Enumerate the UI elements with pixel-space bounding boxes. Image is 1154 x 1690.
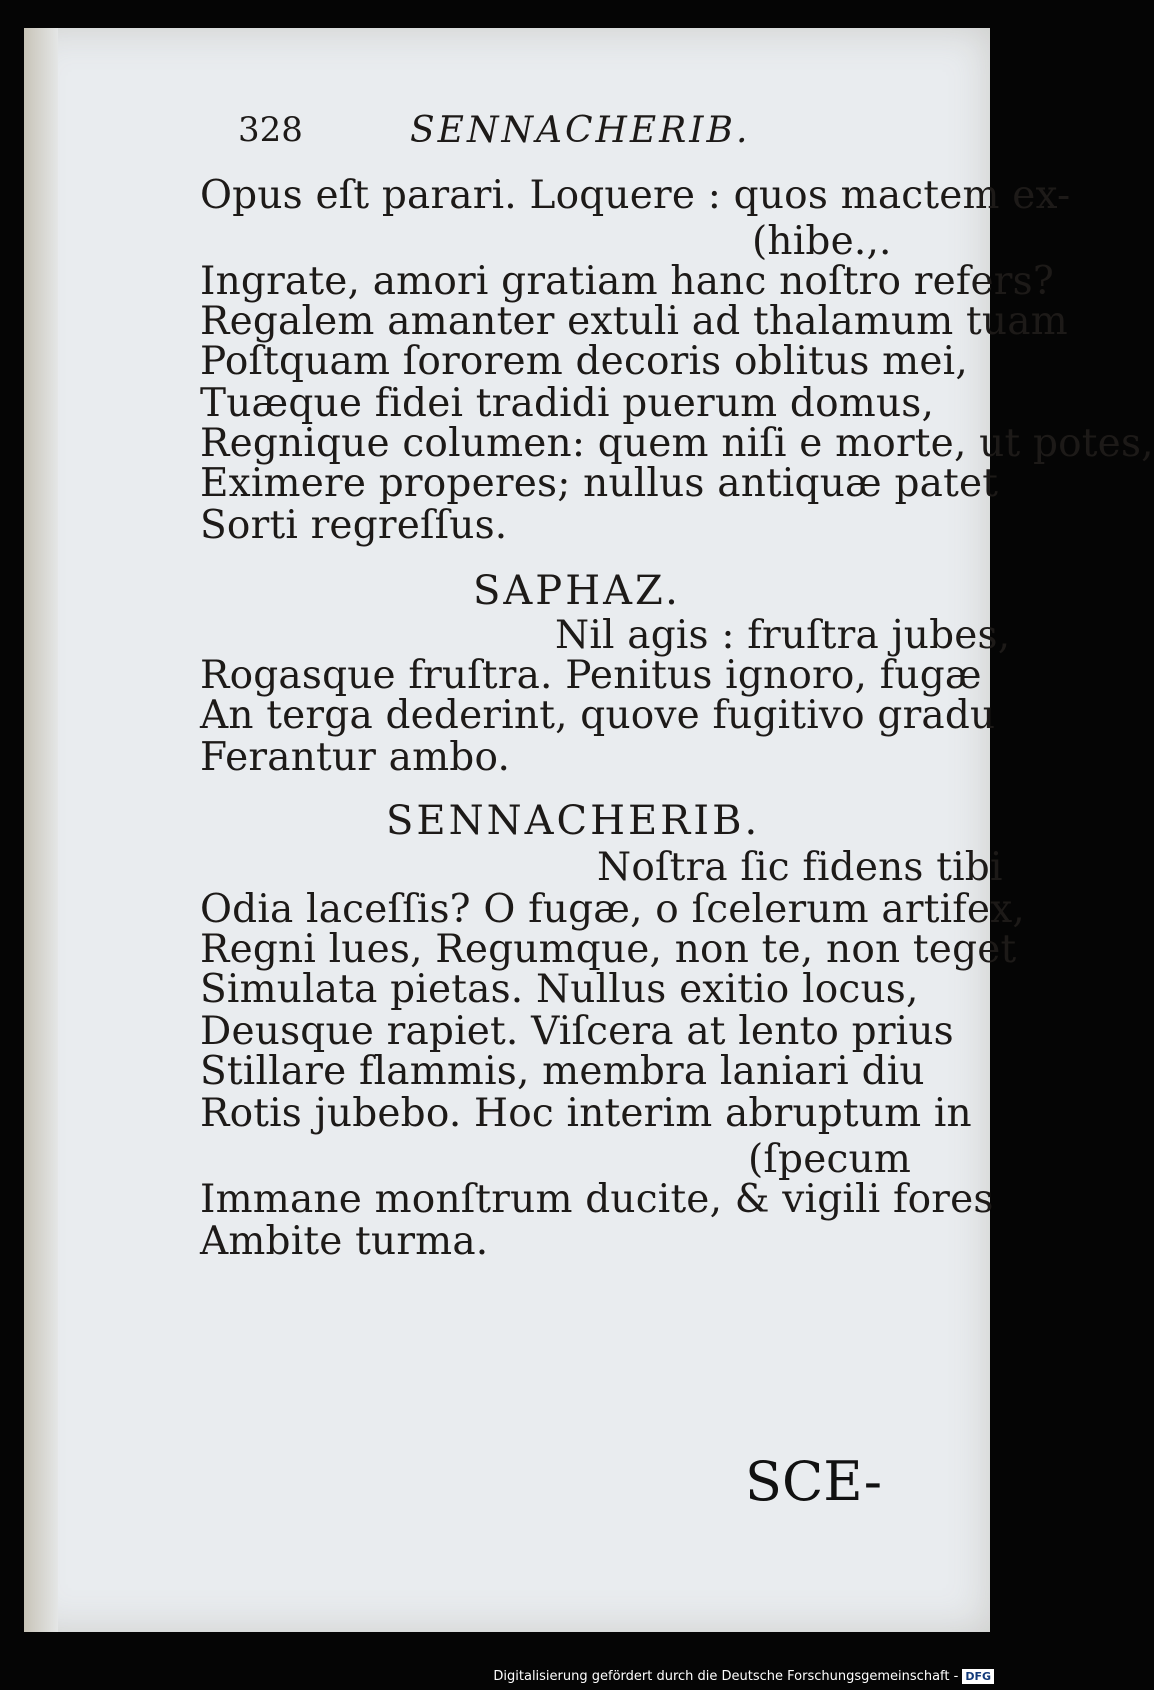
verse-line: Eximere properes; nullus antiquæ patet [200,461,999,506]
verse-line: Opus eſt parari. Loquere : quos mactem ex- [200,173,1071,218]
page-number: 328 [238,110,303,150]
page-gutter [24,28,58,1632]
verse-line: Rogasque fruſtra. Penitus ignoro, fugæ [200,653,982,698]
verse-line: An terga dederint, quove fugitivo gradu [200,693,996,738]
verse-line: Simulata pietas. Nullus exitio locus, [200,967,919,1012]
verse-line: Regnique columen: quem niſi e morte, ut potes, [200,421,1154,466]
running-title: SENNACHERIB. [410,110,751,151]
verse-line: Regalem amanter extuli ad thalamum tuam [200,299,1068,344]
verse-line: Noſtra ſic fidens tibi [597,845,1003,890]
verse-line-continuation: (hibe.,. [752,219,892,264]
verse-line: Deusque rapiet. Viſcera at lento prius [200,1009,954,1054]
footer-credit: Digitalisierung gefördert durch die Deutsche Forschungsgemeinschaft - [493,1668,959,1684]
dfg-logo-icon: DFG [962,1669,994,1684]
verse-line: Nil agis : fruſtra jubes, [555,613,1011,658]
verse-line: Ingrate, amori gratiam hanc noſtro refers? [200,259,1054,304]
verse-line-continuation: (ſpecum [748,1137,912,1182]
verse-line: Stillare flammis, membra laniari diu [200,1049,925,1094]
digitization-footer [493,1666,994,1686]
verse-line: Poſtquam ſororem decoris oblitus mei, [200,339,968,384]
catchword: SCE- [745,1450,882,1513]
speaker-name: SAPHAZ. [473,568,681,614]
verse-line: Sorti regreſſus. [200,503,508,548]
verse-line: Ambite turma. [200,1219,489,1264]
verse-line: Odia laceſſis? O fugæ, o ſcelerum artifex, [200,887,1025,932]
speaker-name: SENNACHERIB. [386,798,761,844]
verse-line: Regni lues, Regumque, non te, non teget [200,927,1017,972]
verse-line: Tuæque fidei tradidi puerum domus, [200,381,935,426]
verse-line: Immane monſtrum ducite, & vigili fores [200,1177,994,1222]
verse-line: Ferantur ambo. [200,735,511,780]
verse-line: Rotis jubebo. Hoc interim abruptum in [200,1091,972,1136]
